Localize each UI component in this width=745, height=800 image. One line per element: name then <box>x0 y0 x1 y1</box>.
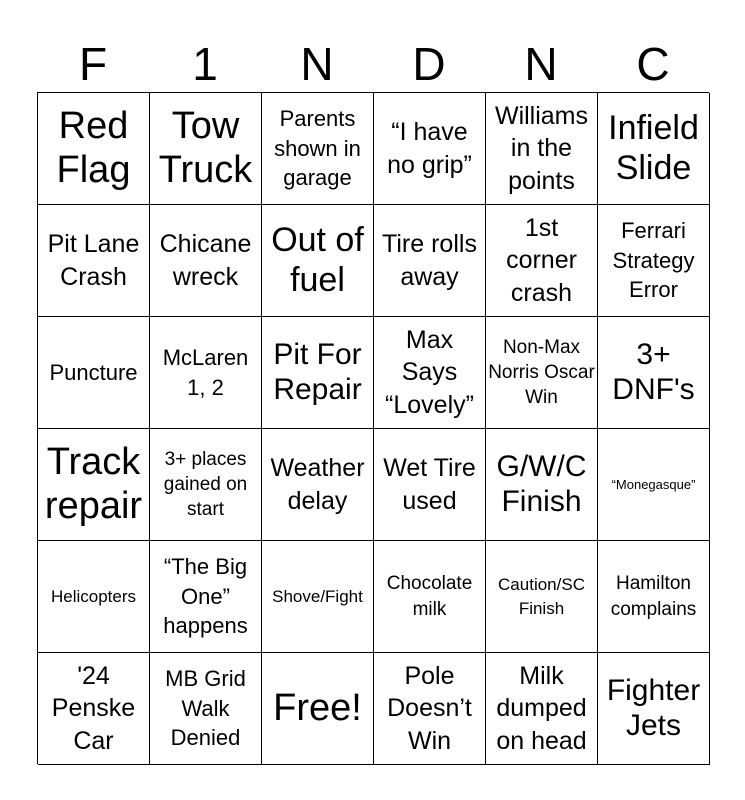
bingo-cell-weather-delay[interactable] <box>262 429 374 541</box>
cell-text: Ferrari Strategy Error <box>612 217 695 303</box>
bingo-cell-hamilton-complains[interactable] <box>598 541 710 653</box>
bingo-cell-monegasque[interactable] <box>598 429 710 541</box>
bingo-cell-infield-slide[interactable] <box>598 93 710 205</box>
bingo-cell-i-have-no-grip[interactable] <box>374 93 486 205</box>
bingo-cell-chicane-wreck[interactable] <box>150 205 262 317</box>
cell-text: Weather delay <box>270 454 365 515</box>
cell-text: Helicopters <box>50 586 137 606</box>
cell-text: MB Grid Walk Denied <box>165 665 246 751</box>
bingo-cell-ferrari-strategy-error[interactable] <box>598 205 710 317</box>
bingo-cell-1st-corner-crash[interactable] <box>486 205 598 317</box>
bingo-cell-free[interactable] <box>262 653 374 765</box>
cell-text: Red Flag <box>56 104 131 191</box>
bingo-cell-3-dnfs[interactable] <box>598 317 710 429</box>
bingo-cell-non-max-norris-oscar-win[interactable] <box>486 317 598 429</box>
bingo-cell-caution-sc-finish[interactable] <box>486 541 598 653</box>
cell-text: “The Big One” happens <box>163 553 248 639</box>
bingo-cell-puncture[interactable] <box>38 317 150 429</box>
bingo-cell-mclaren-1-2[interactable] <box>150 317 262 429</box>
cell-text: Tow Truck <box>158 104 253 191</box>
cell-text: Chicane wreck <box>159 230 252 291</box>
cell-text: Fighter Jets <box>606 674 701 742</box>
bingo-cell-shove-fight[interactable] <box>262 541 374 653</box>
bingo-cell-24-penske-car[interactable] <box>38 653 150 765</box>
bingo-cell-pit-for-repair[interactable] <box>262 317 374 429</box>
header-letter-4: D <box>412 38 446 90</box>
bingo-cell-red-flag[interactable] <box>38 93 150 205</box>
cell-text: Free! <box>273 686 362 729</box>
cell-text: Chocolate milk <box>386 573 473 620</box>
cell-text: Caution/SC Finish <box>498 574 585 618</box>
cell-text: Non-Max Norris Oscar Win <box>488 336 595 409</box>
bingo-cell-williams-in-the-points[interactable] <box>486 93 598 205</box>
bingo-cell-pit-lane-crash[interactable] <box>38 205 150 317</box>
bingo-cell-chocolate-milk[interactable] <box>374 541 486 653</box>
bingo-cell-fighter-jets[interactable] <box>598 653 710 765</box>
bingo-board <box>37 92 709 764</box>
cell-text: Max Says “Lovely” <box>385 325 474 419</box>
bingo-header <box>37 36 709 92</box>
bingo-cell-wet-tire-used[interactable] <box>374 429 486 541</box>
cell-text: G/W/C Finish <box>496 450 587 518</box>
header-letter-6: C <box>636 38 670 90</box>
bingo-cell-3-places-gained-on-start[interactable] <box>150 429 262 541</box>
bingo-cell-out-of-fuel[interactable] <box>262 205 374 317</box>
bingo-cell-g-w-c-finish[interactable] <box>486 429 598 541</box>
bingo-cell-mb-grid-walk-denied[interactable] <box>150 653 262 765</box>
bingo-cell-helicopters[interactable] <box>38 541 150 653</box>
cell-text: Hamilton complains <box>610 573 697 620</box>
cell-text: Infield Slide <box>608 109 699 187</box>
cell-text: Shove/Fight <box>272 586 363 606</box>
bingo-cell-the-big-one-happens[interactable] <box>150 541 262 653</box>
bingo-cell-max-says-lovely[interactable] <box>374 317 486 429</box>
bingo-cell-milk-dumped-on-head[interactable] <box>486 653 598 765</box>
cell-text: “I have no grip” <box>387 118 472 179</box>
cell-text: Williams in the points <box>494 101 589 195</box>
bingo-cell-pole-doesnt-win[interactable] <box>374 653 486 765</box>
header-letter-3: N <box>300 38 334 90</box>
bingo-cell-parents-shown-in-garage[interactable] <box>262 93 374 205</box>
cell-text: “Monegasque” <box>611 477 696 492</box>
cell-text: Puncture <box>49 359 138 385</box>
cell-text: McLaren 1, 2 <box>162 344 249 400</box>
header-letter-5: N <box>524 38 558 90</box>
header-letter-2: 1 <box>192 38 218 90</box>
cell-text: 3+ places gained on start <box>163 448 248 521</box>
cell-text: Track repair <box>44 440 143 527</box>
cell-text: 3+ DNF's <box>612 338 695 406</box>
bingo-cell-track-repair[interactable] <box>38 429 150 541</box>
cell-text: Parents shown in garage <box>274 105 361 191</box>
cell-text: Milk dumped on head <box>496 661 587 755</box>
cell-text: Pit For Repair <box>273 338 362 406</box>
header-letter-1: F <box>78 38 108 90</box>
bingo-cell-tire-rolls-away[interactable] <box>374 205 486 317</box>
cell-text: '24 Penske Car <box>51 661 136 755</box>
cell-text: 1st corner crash <box>506 213 577 307</box>
cell-text: Pole Doesn’t Win <box>387 661 472 755</box>
cell-text: Out of fuel <box>271 221 364 299</box>
cell-text: Pit Lane Crash <box>47 230 140 291</box>
cell-text: Tire rolls away <box>382 230 477 291</box>
bingo-cell-tow-truck[interactable] <box>150 93 262 205</box>
cell-text: Wet Tire used <box>383 454 476 515</box>
